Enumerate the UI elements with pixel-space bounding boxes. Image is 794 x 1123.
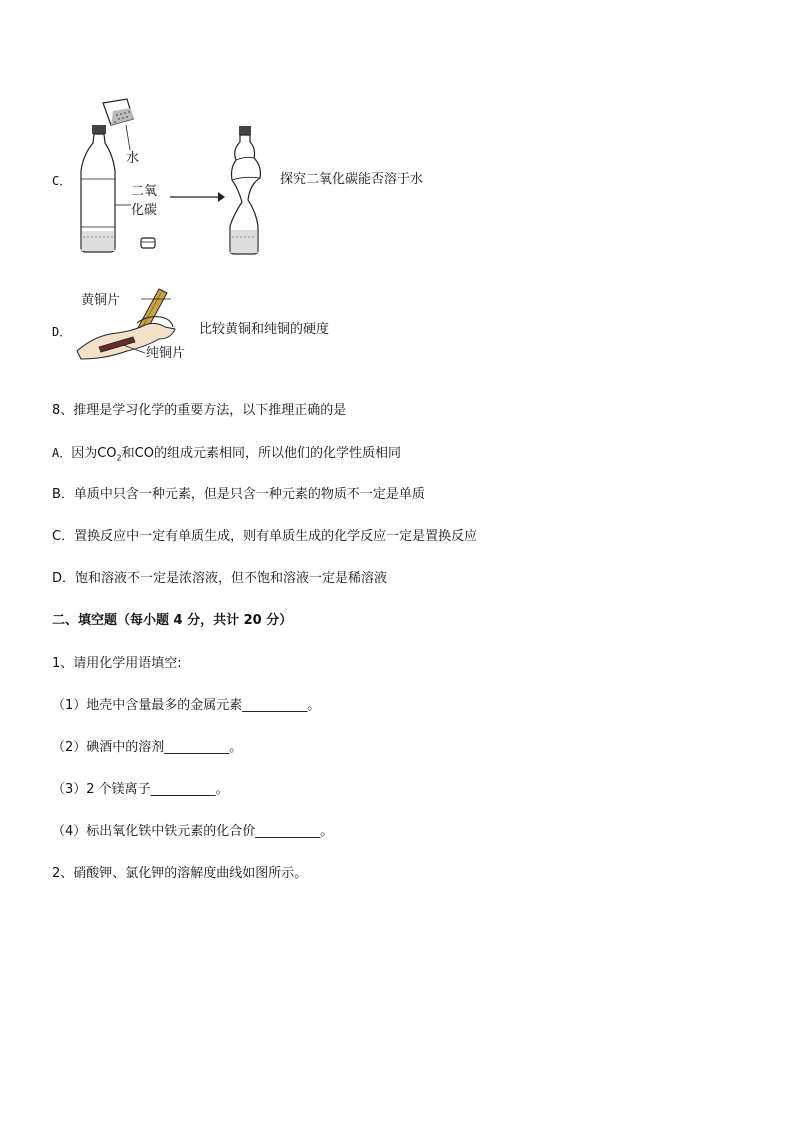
option-d-letter: D．: [52, 325, 72, 339]
co2-label-line1: 二氧: [131, 184, 158, 199]
water-label: 水: [126, 151, 140, 166]
reaction-arrow: [170, 190, 225, 204]
fill1-item-2: （2）碘酒中的溶剂__________。: [52, 740, 243, 755]
copper-label: 纯铜片: [146, 346, 186, 361]
q8-stem: 8、推理是学习化学的重要方法，以下推理正确的是: [52, 403, 347, 418]
q8-option-a-subscript: 2: [116, 453, 122, 463]
q8-option-a-letter: A．: [52, 446, 72, 460]
option-c-letter: C．: [52, 174, 72, 188]
plastic-bottle-icon: [81, 125, 115, 252]
q8-option-c: C．置换反应中一定有单质生成，则有单质生成的化学反应一定是置换反应: [52, 529, 478, 544]
fill1-stem: 1、请用化学用语填空:: [52, 656, 182, 671]
option-d-description: 比较黄铜和纯铜的硬度: [199, 322, 330, 337]
fill2-stem: 2、硝酸钾、氯化钾的溶解度曲线如图所示。: [52, 866, 308, 881]
option-c-description: 探究二氧化碳能否溶于水: [280, 172, 424, 187]
crushed-bottle-figure: [222, 122, 272, 257]
q8-option-a: [52, 444, 401, 468]
q8-option-a-text-post: 和CO的组成元素相同，所以他们的化学性质相同: [121, 446, 401, 461]
bottle-cap-icon: [141, 238, 155, 248]
fill1-item-3: （3）2 个镁离子__________。: [52, 782, 229, 797]
section-2-heading: 二、填空题（每小题 4 分，共计 20 分）: [52, 613, 293, 628]
co2-label-line2: 化碳: [131, 203, 158, 218]
fill1-item-4: （4）标出氧化铁中铁元素的化合价__________。: [52, 824, 334, 839]
q8-option-a-text-pre: 因为CO: [71, 446, 117, 461]
bottle-co2-figure: [75, 95, 195, 260]
brass-label: 黄铜片: [81, 293, 121, 308]
q8-option-d: D．饱和溶液不一定是浓溶液，但不饱和溶液一定是稀溶液: [52, 571, 388, 586]
crushed-bottle-icon: [230, 126, 260, 254]
beaker-icon: [103, 99, 133, 125]
fill1-item-1: （1）地壳中含量最多的金属元素__________。: [52, 698, 321, 713]
q8-option-b: B．单质中只含一种元素，但是只含一种元素的物质不一定是单质: [52, 487, 425, 502]
